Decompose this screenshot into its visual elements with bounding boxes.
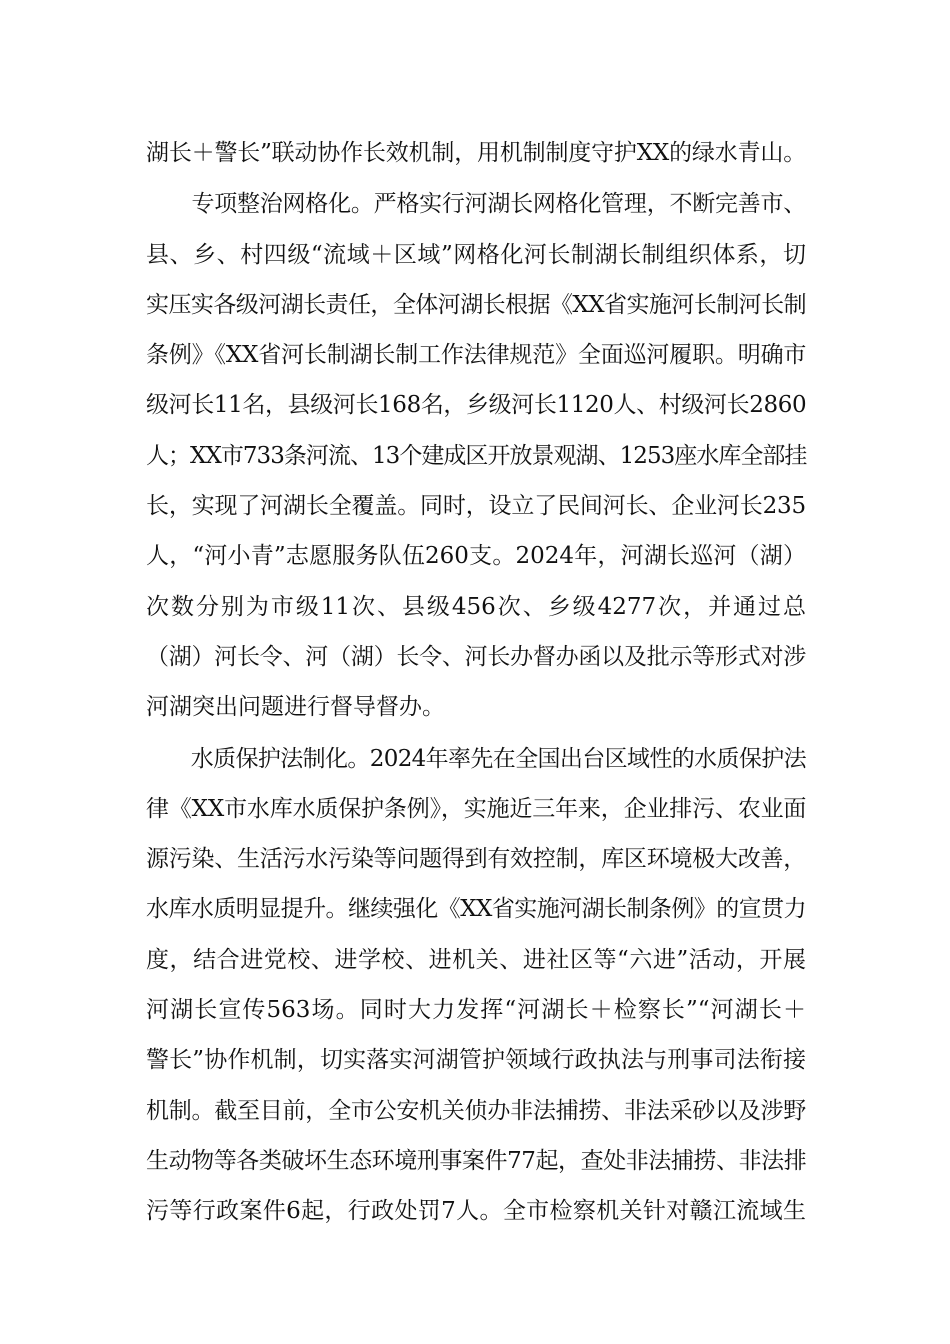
text-line: 次数分别为市级11次、县级456次、乡级4277次，并通过总 bbox=[146, 593, 806, 620]
text-line: （湖）河长令、河（湖）长令、河长办督办函以及批示等形式对涉 bbox=[146, 643, 806, 670]
text-line: 河湖突出问题进行督导督办。 bbox=[146, 694, 445, 721]
text-line: 河湖长宣传563场。同时大力发挥“河湖长＋检察长”“河湖长＋ bbox=[146, 997, 806, 1024]
text-line: 湖长＋警长”联动协作长效机制，用机制制度守护XX的绿水青山。 bbox=[146, 140, 806, 166]
text-line: 度，结合进党校、进学校、进机关、进社区等“六进”活动，开展 bbox=[146, 946, 806, 973]
text-line: 长，实现了河湖长全覆盖。同时，设立了民间河长、企业河长235 bbox=[146, 493, 806, 520]
text-line: 源污染、生活污水污染等问题得到有效控制，库区环境极大改善， bbox=[146, 846, 806, 873]
text-line: 水库水质明显提升。继续强化《XX省实施河湖长制条例》的宣贯力 bbox=[146, 896, 806, 923]
text-line: 专项整治网格化。严格实行河湖长网格化管理，不断完善市、 bbox=[146, 191, 806, 218]
text-line: 律《XX市水库水质保护条例》，实施近三年来，企业排污、农业面 bbox=[146, 795, 807, 822]
text-line: 水质保护法制化。2024年率先在全国出台区域性的水质保护法 bbox=[146, 745, 806, 772]
text-line: 级河长11名，县级河长168名，乡级河长1120人、村级河长2860 bbox=[146, 392, 807, 419]
text-line: 人；XX市733条河流、13个建成区开放景观湖、1253座水库全部挂 bbox=[146, 442, 807, 469]
text-line: 生动物等各类破坏生态环境刑事案件77起，查处非法捕捞、非法排 bbox=[146, 1147, 807, 1174]
body-text bbox=[146, 128, 806, 1237]
text-line: 条例》《XX省河长制湖长制工作法律规范》全面巡河履职。明确市 bbox=[146, 342, 807, 369]
text-line: 实压实各级河湖长责任，全体河湖长根据《XX省实施河长制河长制 bbox=[146, 291, 806, 318]
text-line: 机制。截至目前，全市公安机关侦办非法捕捞、非法采砂以及涉野 bbox=[146, 1097, 806, 1124]
text-line: 人，“河小青”志愿服务队伍260支。2024年，河湖长巡河（湖） bbox=[146, 543, 806, 570]
text-line: 污等行政案件6起，行政处罚7人。全市检察机关针对赣江流域生 bbox=[146, 1198, 806, 1225]
text-line: 县、乡、村四级“流域＋区域”网格化河长制湖长制组织体系，切 bbox=[146, 241, 806, 268]
text-line: 警长”协作机制，切实落实河湖管护领域行政执法与刑事司法衔接 bbox=[146, 1047, 806, 1074]
